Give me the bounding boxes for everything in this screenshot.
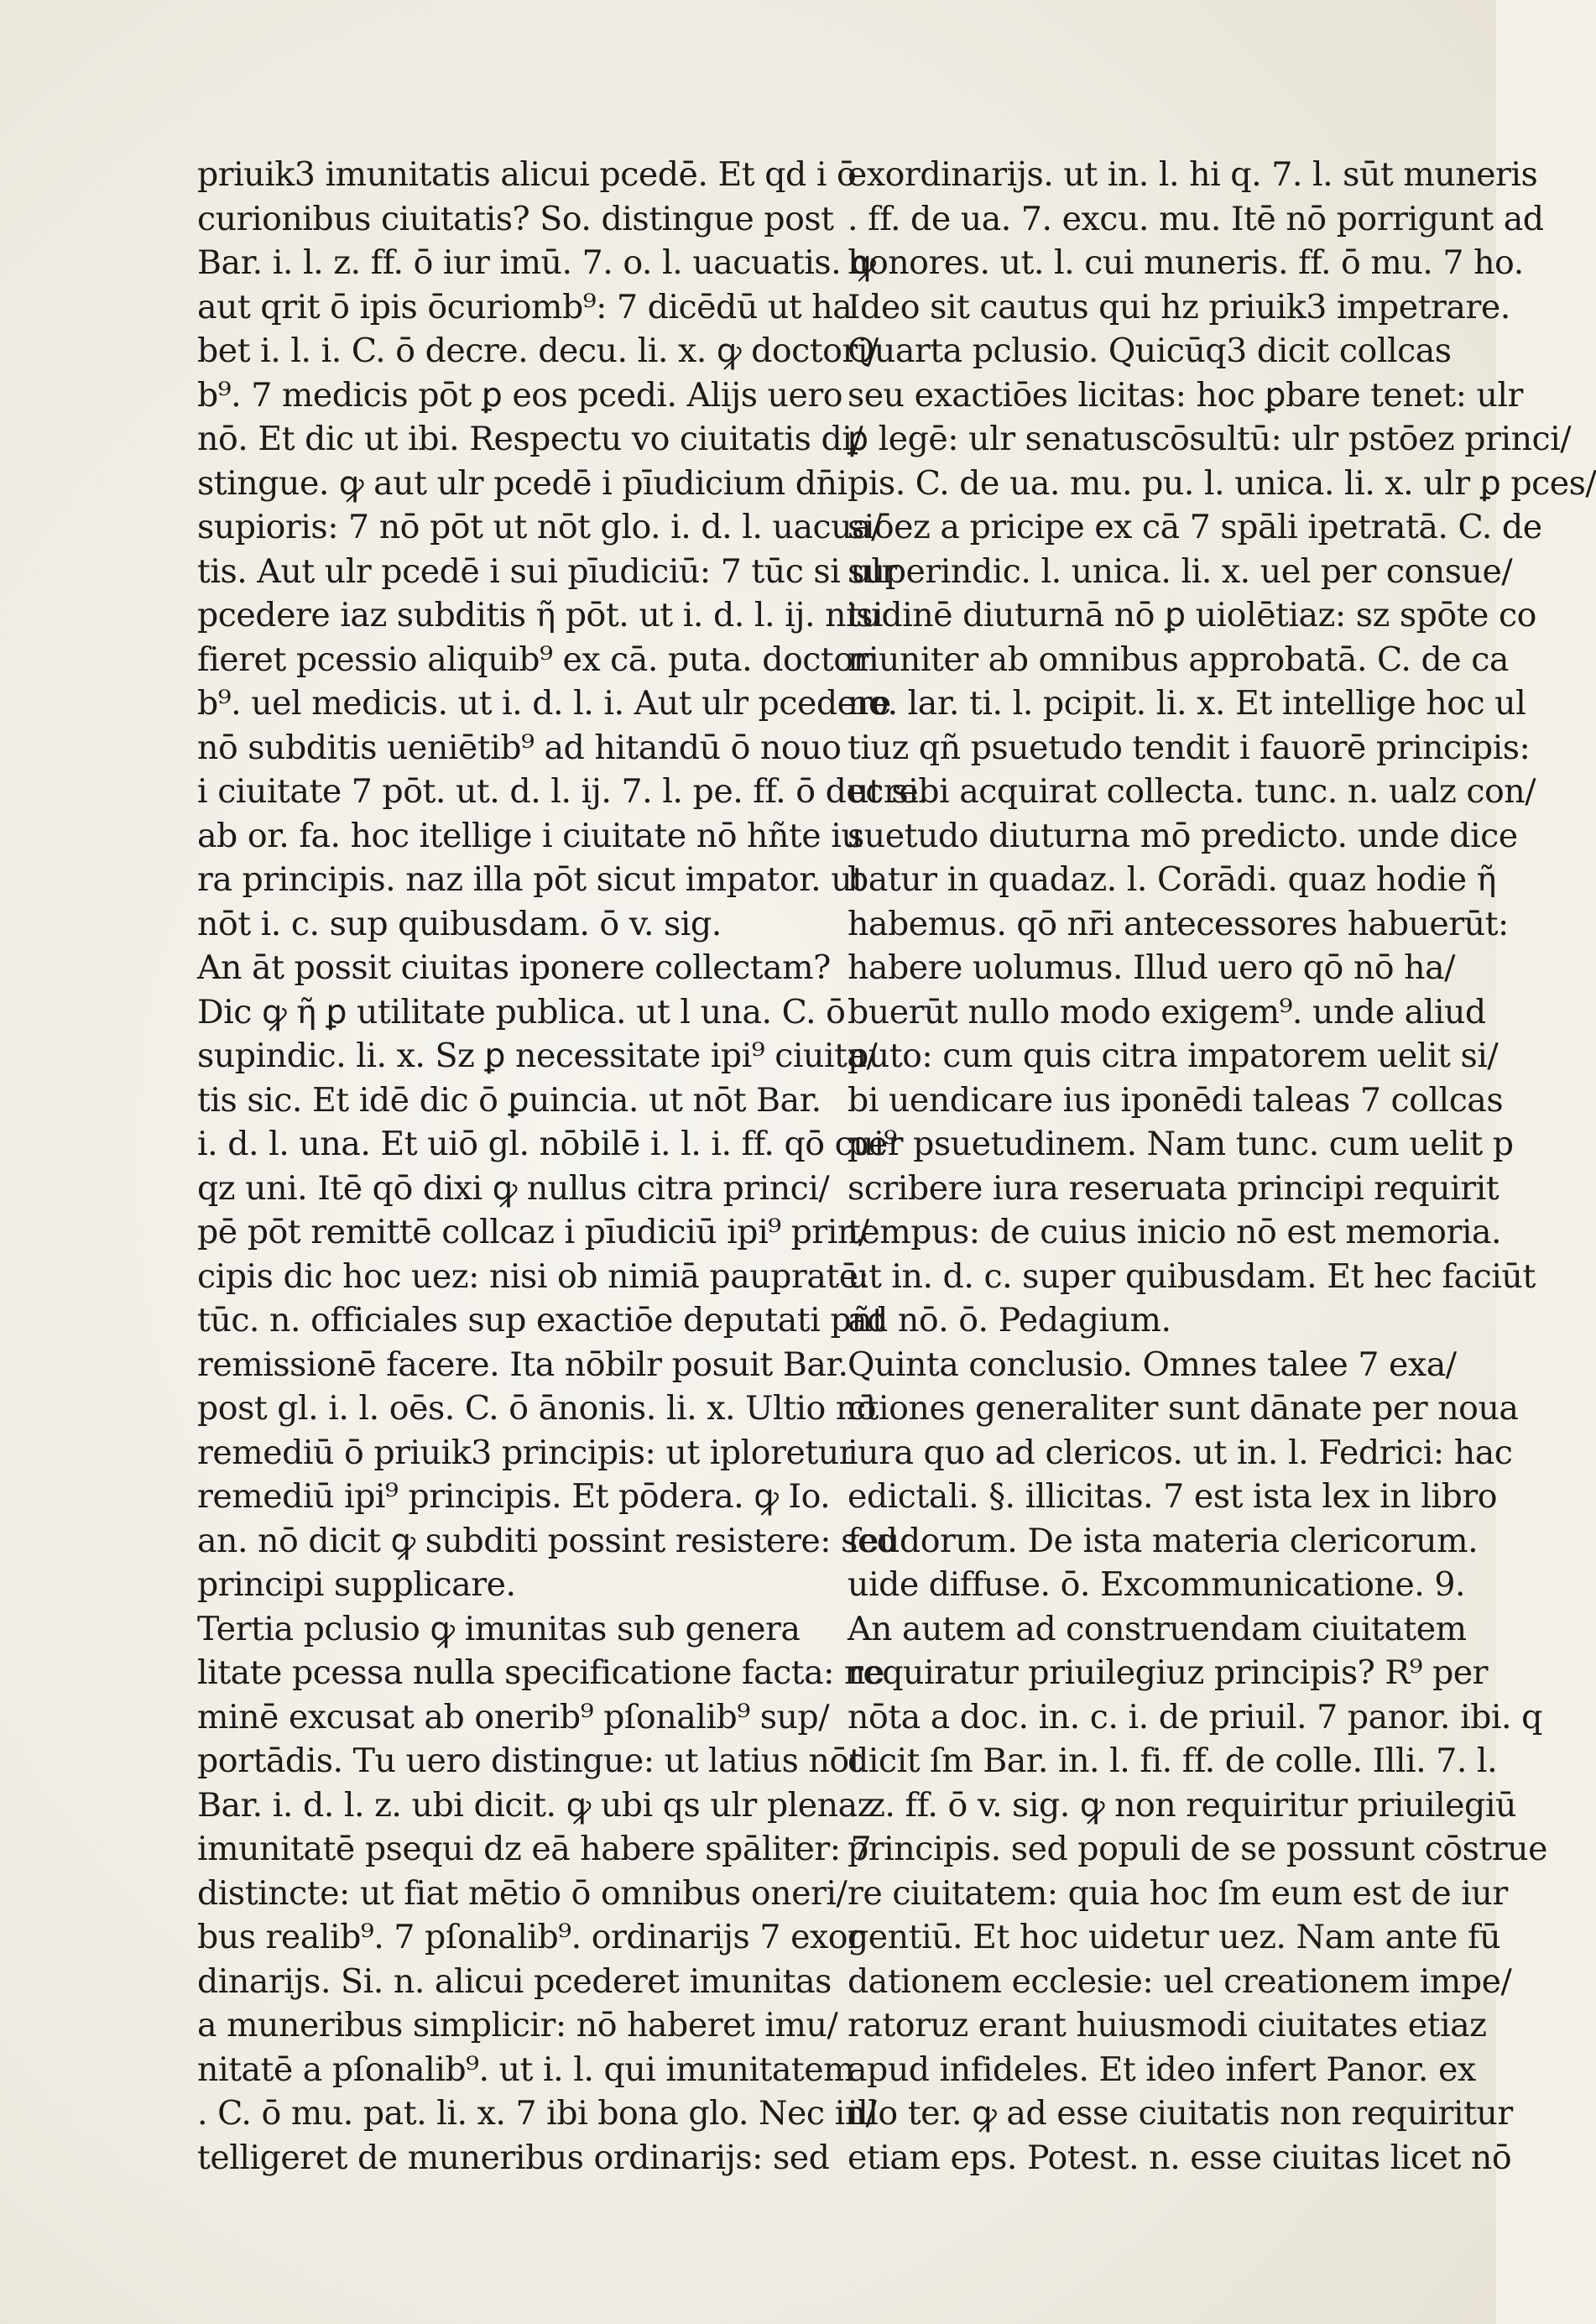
text-line: b⁹. uel medicis. ut i. d. l. i. Aut ulr pcedere (197, 684, 891, 723)
text-line: remediū ipi⁹ principis. Et pōdera. ꝙ Io. (197, 1477, 831, 1516)
text-line: gentiū. Et hoc uidetur uez. Nam ante fū (848, 1918, 1501, 1956)
text-line: principi supplicare. (197, 1565, 516, 1604)
text-line: Bar. i. d. l. z. ubi dicit. ꝙ ubi qs ulr plenaz (197, 1785, 874, 1825)
text-line: qz uni. Itē qō dixi ꝙ nullus citra princi/ (197, 1168, 830, 1208)
text-line: nō subditis ueniētib⁹ ad hitandū ō nouo (197, 728, 842, 767)
text-line: no. lar. ti. l. pcipit. li. x. Et intellige hoc ul (848, 684, 1526, 723)
text-line: curionibus ciuitatis? So. distingue post (197, 199, 834, 238)
text-line: Bar. i. l. z. ff. ō iur imū. 7. o. l. uacuatis. ꝙ (197, 243, 876, 282)
text-line: . ff. de ua. 7. excu. mu. Itē nō porrigunt ad (848, 199, 1544, 238)
text-line: i. d. l. una. Et uiō gl. nōbilē i. l. i. ff. qō cui⁹ (197, 1125, 897, 1163)
text-line: priuik3 imunitatis alicui pcedē. Et qd i ō (197, 155, 857, 194)
text-line: a muneribus simplicir: nō haberet imu/ (197, 2006, 838, 2045)
text-line: nitatē a pſonalib⁹. ut i. l. qui imunitatem (197, 2050, 855, 2089)
text-line: telligeret de muneribus ordinarijs: sed (197, 2138, 830, 2177)
text-line: tis. Aut ulr pcedē i sui pīudiciū: 7 tūc si ulr (197, 551, 897, 591)
text-line: habemus. qō nr̄i antecessores habuerūt: (848, 904, 1509, 943)
text-line: seu exactiōes licitas: hoc ꝑbare tenet: ulr (848, 375, 1523, 415)
text-line: Quinta conclusio. Omnes talee 7 exa/ (848, 1345, 1457, 1384)
text-line: honores. ut. l. cui muneris. ff. ō mu. 7 ho. (848, 243, 1524, 282)
text-line: ctiones generaliter sunt dānate per noua (848, 1389, 1519, 1428)
text-line: pē pōt remittē collcaz i pīudiciū ipi⁹ prin/ (197, 1213, 869, 1251)
text-line: Tertia pclusio ꝙ imunitas sub genera (197, 1609, 801, 1648)
text-line: An āt possit ciuitas iponere collectam? (197, 948, 831, 987)
text-line: b⁹. 7 medicis pōt ꝑ eos pcedi. Alijs uero (197, 375, 843, 415)
text-line: nō. Et dic ut ibi. Respectu vo ciuitatis di/ (197, 420, 863, 458)
text-line: tudinē diuturnā nō ꝑ uiolētiaz: sz spōte co (848, 596, 1536, 635)
text-line: nōta a doc. in. c. i. de priuil. 7 panor. ibi. q (848, 1697, 1542, 1736)
text-line: Quarta pclusio. Quicūq3 dicit collcas (848, 332, 1452, 370)
text-line: scribere iura reseruata principi requirit (848, 1168, 1500, 1208)
text-line: apud infideles. Et ideo infert Panor. ex (848, 2050, 1476, 2089)
text-line: bet i. l. i. C. ō decre. decu. li. x. ꝙ doctori/ (197, 332, 879, 370)
text-line: tiuz qñ psuetudo tendit i fauorē principis: (848, 728, 1531, 767)
text-line: etiam eps. Potest. n. esse ciuitas licet nō (848, 2138, 1512, 2177)
text-line: i ciuitate 7 pōt. ut. d. l. ij. 7. l. pe. ff. ō decre. (197, 772, 929, 811)
text-line: remissionē facere. Ita nōbilr posuit Bar. (197, 1345, 848, 1384)
text-line: illo ter. ꝙ ad esse ciuitatis non requiritur (848, 2094, 1513, 2133)
text-line: . C. ō mu. pat. li. x. 7 ibi bona glo. Nec in/ (197, 2094, 877, 2133)
text-line: iura quo ad clericos. ut in. l. Fedrici: hac (848, 1433, 1513, 1472)
text-line: requiratur priuilegiuz principis? R⁹ per (848, 1653, 1488, 1692)
text-line: per psuetudinem. Nam tunc. cum uelit p (848, 1125, 1514, 1163)
text-line: buerūt nullo modo exigem⁹. unde aliud (848, 992, 1486, 1031)
text-line: stingue. ꝙ aut ulr pcedē i pīudicium dn̄i (197, 463, 848, 503)
text-line: batur in quadaz. l. Corādi. quaz hodie ῆ (848, 860, 1496, 899)
text-line: cipis dic hoc uez: nisi ob nimiā paupratē: (197, 1256, 869, 1296)
text-line: suetudo diuturna mō predicto. unde dice (848, 816, 1518, 855)
text-line: pis. C. de ua. mu. pu. l. unica. li. x. ulr ꝑ pces/ (848, 463, 1596, 503)
text-line: Dic ꝙ ῆ ꝑ utilitate publica. ut l una. C. ō (197, 992, 846, 1031)
text-line: ab or. fa. hoc itellige i ciuitate nō hñte iu (197, 816, 863, 855)
text-line: muniter ab omnibus approbatā. C. de ca (848, 640, 1509, 679)
text-line: exordinarijs. ut in. l. hi q. 7. l. sūt muneris (848, 155, 1538, 194)
text-line: bi uendicare ius iponēdi taleas 7 collcas (848, 1080, 1504, 1120)
text-line: tis sic. Et idē dic ō ꝑuincia. ut nōt Bar. (197, 1080, 821, 1120)
text-line: bus realib⁹. 7 pſonalib⁹. ordinarijs 7 exor (197, 1918, 863, 1956)
text-line: aut qrit ō ipis ōcuriomb⁹: 7 dicēdū ut ha (197, 287, 853, 326)
text-line: fieret pcessio aliquib⁹ ex cā. puta. doctori (197, 640, 879, 679)
text-line: edictali. §. illicitas. 7 est ista lex in libro (848, 1477, 1498, 1516)
text-line: portādis. Tu uero distingue: ut latius nōt (197, 1742, 863, 1780)
text-line: pcedere iaz subditis ῆ pōt. ut i. d. l. ij. nisi (197, 596, 884, 635)
text-line: tempus: de cuius inicio nō est memoria. (848, 1213, 1502, 1251)
text-line: supioris: 7 nō pōt ut nōt glo. i. d. l. uacua/ (197, 508, 882, 546)
text-line: imunitatē psequi dz eā habere spāliter: 7 (197, 1830, 872, 1868)
text-line: ra principis. naz illa pōt sicut impator. ut (197, 860, 865, 899)
text-line: dationem ecclesie: uel creationem impe/ (848, 1961, 1512, 2001)
text-line: puto: cum quis citra impatorem uelit si/ (848, 1037, 1499, 1075)
text-line: litate pcessa nulla specificatione facta: ne (197, 1653, 884, 1692)
text-line: re ciuitatem: quia hoc ſm eum est de iur (848, 1873, 1508, 1913)
text-line: tūc. n. officiales sup exactiōe deputati pñt (197, 1301, 885, 1340)
text-line: ut sibi acquirat collecta. tunc. n. ualz con/ (848, 772, 1536, 811)
text-line: uide diffuse. ō. Excommunicatione. 9. (848, 1565, 1466, 1604)
text-line: ꝑ legē: ulr senatuscōsultū: ulr pstōez princi/ (848, 420, 1572, 458)
right-text-column (848, 153, 1596, 2180)
text-line: distincte: ut fiat mētio ō omnibus oneri/ (197, 1873, 848, 1913)
text-line: An autem ad construendam ciuitatem (848, 1609, 1467, 1648)
text-line: ratoruz erant huiusmodi ciuitates etiaz (848, 2006, 1487, 2045)
text-line: an. nō dicit ꝙ subditi possint resistere: sed (197, 1521, 898, 1560)
text-line: supindic. li. x. Sz ꝑ necessitate ipi⁹ ciuita/ (197, 1037, 878, 1075)
text-line: ut in. d. c. super quibusdam. Et hec faciūt (848, 1256, 1536, 1296)
text-line: nōt i. c. sup quibusdam. ō v. sig. (197, 904, 722, 943)
text-line: principis. sed populi de se possunt cōstrue (848, 1830, 1547, 1868)
text-line: dinarijs. Si. n. alicui pcederet imunitas (197, 1961, 832, 2001)
left-text-column (197, 153, 929, 2180)
text-line: superindic. l. unica. li. x. uel per consue/ (848, 551, 1513, 591)
text-line: post gl. i. l. oēs. C. ō ānonis. li. x. Ultio nō (197, 1389, 877, 1428)
text-line: dicit ſm Bar. in. l. fi. ff. de colle. Illi. 7. l. (848, 1742, 1498, 1780)
text-line: ad nō. ō. Pedagium. (848, 1301, 1171, 1340)
text-line: . z. ff. ō v. sig. ꝙ non requiritur priuilegiū (848, 1785, 1516, 1825)
text-line: feudorum. De ista materia clericorum. (848, 1521, 1479, 1560)
text-line: siōez a pricipe ex cā 7 spāli ipetratā. C. de (848, 508, 1542, 546)
text-line: minē excusat ab onerib⁹ pſonalib⁹ sup/ (197, 1697, 830, 1736)
text-line: remediū ō priuik3 principis: ut iploretur (197, 1433, 855, 1472)
text-line: Ideo sit cautus qui hz priuik3 impetrare. (848, 287, 1510, 326)
text-line: habere uolumus. Illud uero qō nō ha/ (848, 948, 1455, 987)
